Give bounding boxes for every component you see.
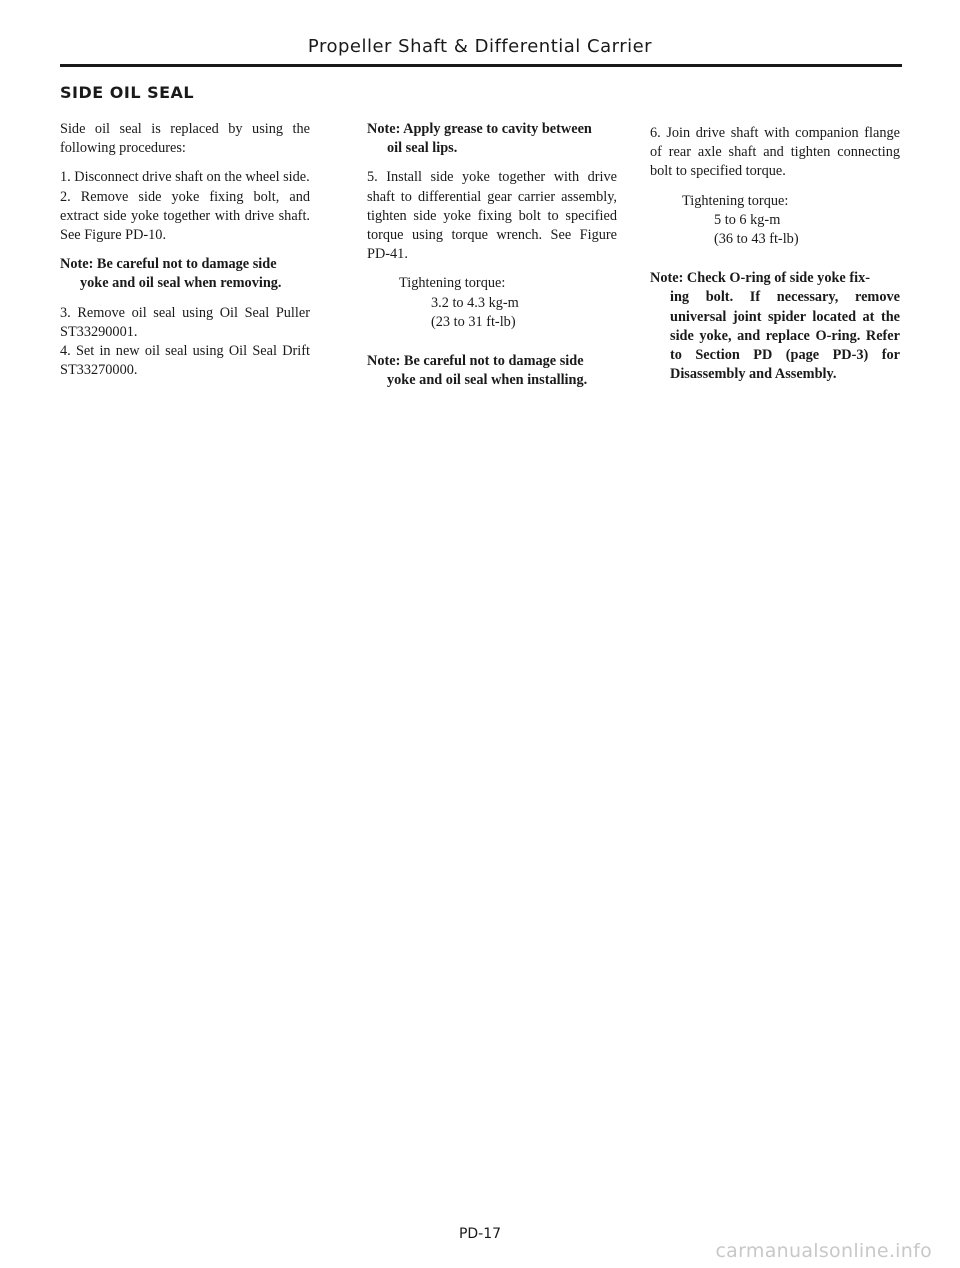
- note-grease-line2: oil seal lips.: [387, 140, 458, 157]
- page-header: Propeller Shaft & Differential Carrier: [307, 36, 653, 57]
- step-4: 4. Set in new oil seal using Oil Seal Drift ST33270000.: [60, 343, 310, 379]
- note-grease-line1: Note: Apply grease to cavity between: [367, 121, 592, 137]
- right-column: [650, 124, 900, 394]
- torque-imperial: (23 to 31 ft-lb): [431, 313, 516, 330]
- note-installing-line1: Note: Be careful not to damage side: [367, 353, 584, 370]
- left-column: [60, 120, 310, 390]
- note-removing-line1: Note: Be careful not to damage side: [60, 256, 277, 273]
- note-removing: [60, 255, 310, 293]
- step-1: 1. Disconnect drive shaft on the wheel side.: [60, 169, 310, 186]
- section-title: SIDE OIL SEAL: [60, 83, 195, 102]
- torque-imperial: (36 to 43 ft-lb): [714, 231, 799, 248]
- watermark: carmanualsonline.info: [715, 1240, 932, 1262]
- note-o-ring-rest: ing bolt. If necessary, remove universal joint spider located at the side yoke, and replace O-ring. Refer to Section PD (page PD-3) for Disassembly and Assembly.: [670, 289, 900, 383]
- note-installing-line2: yoke and oil seal when installing.: [387, 372, 588, 389]
- torque-label: Tightening torque:: [682, 192, 789, 209]
- step-2: 2. Remove side yoke fixing bolt, and extract side yoke together with drive shaft. See Figure PD-10.: [60, 188, 310, 244]
- middle-column: [367, 120, 617, 400]
- note-installing: [367, 352, 617, 390]
- torque-spec-2: [682, 192, 900, 250]
- step-3: 3. Remove oil seal using Oil Seal Puller ST33290001.: [60, 304, 310, 340]
- note-o-ring: [650, 269, 900, 384]
- intro-paragraph: Side oil seal is replaced by using the following procedures:: [60, 121, 310, 157]
- note-grease: [367, 120, 617, 158]
- note-removing-line2: yoke and oil seal when removing.: [80, 275, 282, 292]
- torque-metric: 5 to 6 kg-m: [714, 211, 781, 228]
- torque-spec-1: [399, 274, 617, 332]
- header-rule: [60, 64, 902, 67]
- page-number: PD-17: [458, 1226, 502, 1242]
- torque-metric: 3.2 to 4.3 kg-m: [431, 294, 519, 311]
- step-6: 6. Join drive shaft with companion flange of rear axle shaft and tighten connecting bolt to specified torque.: [650, 125, 900, 180]
- torque-label: Tightening torque:: [399, 275, 506, 292]
- step-5: 5. Install side yoke together with drive shaft to differential gear carrier assembly, tighten side yoke fixing bolt to specified torque using torque wrench. See Figure PD-41.: [367, 169, 617, 263]
- note-o-ring-line1: Note: Check O-ring of side yoke fix-: [650, 270, 870, 287]
